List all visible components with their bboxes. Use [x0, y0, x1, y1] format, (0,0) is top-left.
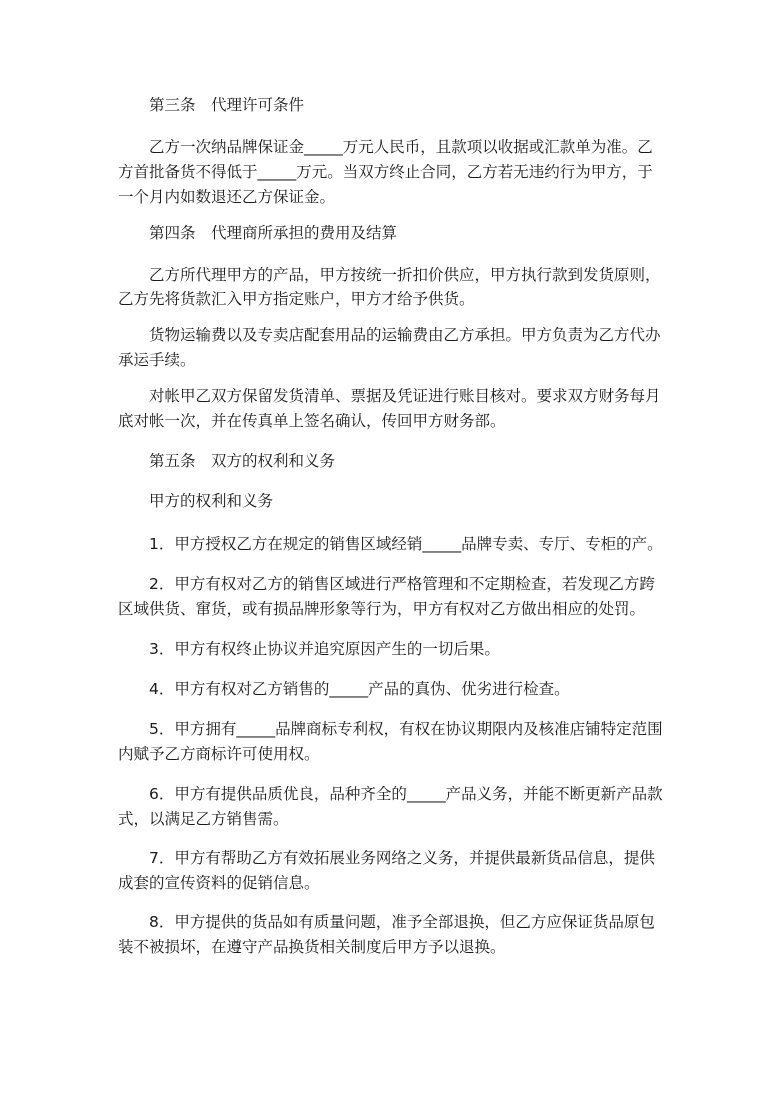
list-item-continuation: 装不被损坏，在遵守产品换货相关制度后甲方予以退换。 — [118, 938, 506, 956]
paragraph-line: 底对帐一次，并在传真单上签名确认，传回甲方财务部。 — [118, 412, 506, 430]
paragraph-line: 乙方先将货款汇入甲方指定账户，甲方才给予供货。 — [118, 290, 475, 308]
list-item: 7．甲方有帮助乙方有效拓展业务网络之义务，并提供最新货品信息，提供 — [149, 849, 655, 867]
article-4-heading: 第四条 代理商所承担的费用及结算 — [149, 224, 398, 242]
list-item: 2．甲方有权对乙方的销售区域进行严格管理和不定期检查，若发现乙方跨 — [149, 575, 655, 593]
article-5-heading: 第五条 双方的权利和义务 — [149, 452, 336, 470]
list-item-continuation: 内赋予乙方商标许可使用权。 — [118, 745, 320, 763]
list-item-continuation: 式，以满足乙方销售需。 — [118, 810, 289, 828]
paragraph-line: 承运手续。 — [118, 351, 196, 369]
paragraph-line: 货物运输费以及专卖店配套用品的运输费由乙方承担。甲方负责为乙方代办 — [149, 326, 661, 344]
list-item: 5．甲方拥有_____品牌商标专利权，有权在协议期限内及核准店铺特定范围 — [149, 720, 663, 738]
paragraph-line: 对帐甲乙双方保留发货清单、票据及凭证进行账目核对。要求双方财务每月 — [149, 387, 661, 405]
section-heading: 甲方的权利和义务 — [149, 492, 274, 510]
paragraph-line: 乙方一次纳品牌保证金_____万元人民币，且款项以收据或汇款单为准。乙 — [149, 138, 653, 156]
list-item: 8．甲方提供的货品如有质量问题，准予全部退换，但乙方应保证货品原包 — [149, 913, 655, 931]
paragraph-line: 方首批备货不得低于_____万元。当双方终止合同，乙方若无违约行为甲方，于 — [118, 163, 653, 181]
paragraph-line: 乙方所代理甲方的产品，甲方按统一折扣价供应，甲方执行款到发货原则， — [149, 266, 661, 284]
article-3-heading: 第三条 代理许可条件 — [149, 96, 305, 114]
paragraph-line: 一个月内如数退还乙方保证金。 — [118, 188, 336, 206]
list-item: 4．甲方有权对乙方销售的_____产品的真伪、优劣进行检查。 — [149, 680, 570, 698]
list-item-continuation: 成套的宣传资料的促销信息。 — [118, 874, 320, 892]
list-item: 3．甲方有权终止协议并追究原因产生的一切后果。 — [149, 640, 500, 658]
list-item-continuation: 区域供货、窜货，或有损品牌形象等行为，甲方有权对乙方做出相应的处罚。 — [118, 600, 646, 618]
list-item: 6．甲方有提供品质优良，品种齐全的_____产品义务，并能不断更新产品款 — [149, 785, 663, 803]
list-item: 1．甲方授权乙方在规定的销售区域经销_____品牌专卖、专厅、专柜的产。 — [149, 535, 663, 553]
